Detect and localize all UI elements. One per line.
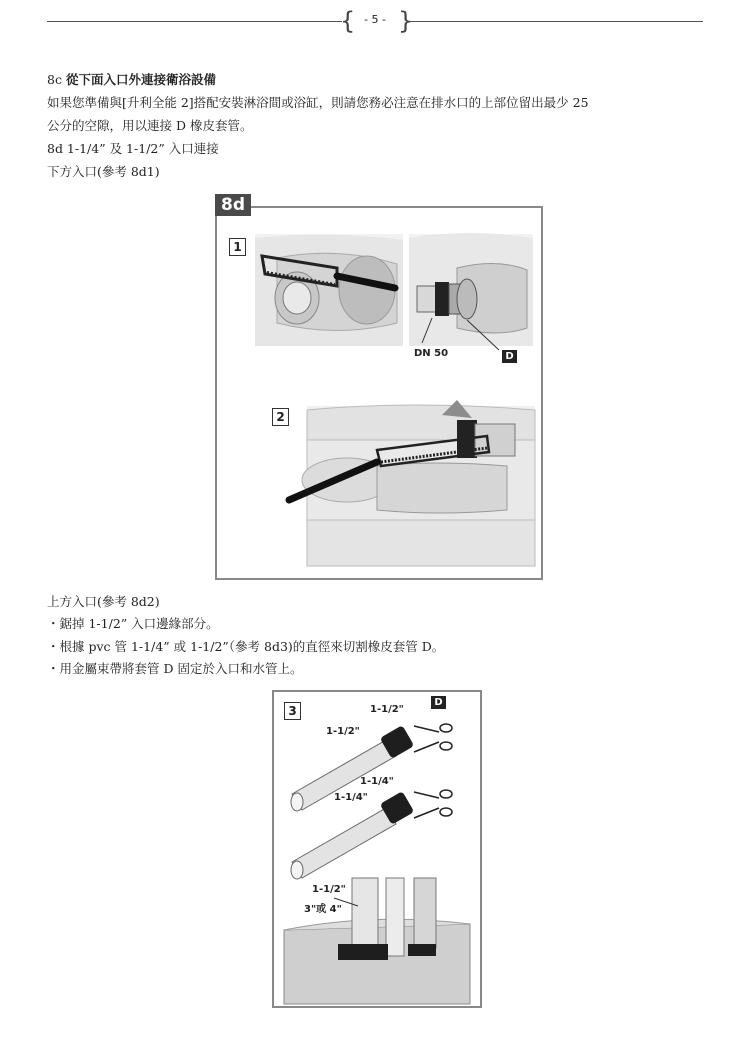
d-label-8d: D <box>502 350 517 363</box>
panel-2-number: 2 <box>272 408 289 426</box>
d-label-fig3: D <box>431 696 446 709</box>
size-label-1-1-4-pipe: 1-1/4" <box>334 792 368 803</box>
size-label-1-1-2-bottom: 1-1/2" <box>312 884 346 895</box>
figure-8d <box>215 195 543 580</box>
upper-inlet-bullet-3: ・用金屬束帶將套管 D 固定於入口和水管上。 <box>47 661 303 676</box>
section-8c-prefix: 8c <box>47 72 66 87</box>
pipe-cutting-illustration <box>274 692 480 1006</box>
section-8c-paragraph-line2: 公分的空隙，用以連接 D 橡皮套管。 <box>47 118 253 133</box>
figure-8d-tag: 8d <box>215 194 251 216</box>
saw-cut-pump-illustration <box>217 400 537 570</box>
page-number: - 5 - <box>364 13 386 26</box>
upper-inlet-bullet-2: ・根據 pvc 管 1-1/4” 或 1-1/2”（參考 8d3)的直徑來切割橡皮套管 D。 <box>47 639 445 654</box>
size-label-1-1-2-pipe: 1-1/2" <box>326 726 360 737</box>
upper-inlet-title: 上方入口(參考 8d2) <box>47 594 160 609</box>
header-rule-right <box>408 21 703 22</box>
size-label-1-1-4-top: 1-1/4" <box>360 776 394 787</box>
section-8c-paragraph-line1: 如果您準備與[升利全能 2]搭配安裝淋浴間或浴缸，則請您務必注意在排水口的上部位留出最少 25 <box>47 95 589 110</box>
lower-inlet-label: 下方入口(參考 8d1) <box>47 164 160 179</box>
size-label-1-1-2-top: 1-1/2" <box>370 704 404 715</box>
panel-3-number: 3 <box>284 702 301 720</box>
header-rule-left <box>47 21 342 22</box>
section-8c-heading <box>47 72 216 88</box>
dn50-label: DN 50 <box>414 348 449 359</box>
upper-inlet-bullet-1: ・鋸掉 1-1/2” 入口邊緣部分。 <box>47 616 219 631</box>
panel-1-number: 1 <box>229 238 246 256</box>
figure-3 <box>272 690 482 1008</box>
section-8c-title: 從下面入口外連接衛浴設備 <box>65 72 216 87</box>
saw-cut-inlet-illustration <box>217 228 537 368</box>
header-brace-left: { <box>340 7 356 35</box>
section-8d-title: 8d 1-1/4” 及 1-1/2” 入口連接 <box>47 141 219 156</box>
size-label-3-or-4: 3"或 4" <box>304 904 342 915</box>
header-brace-right: } <box>398 7 414 35</box>
